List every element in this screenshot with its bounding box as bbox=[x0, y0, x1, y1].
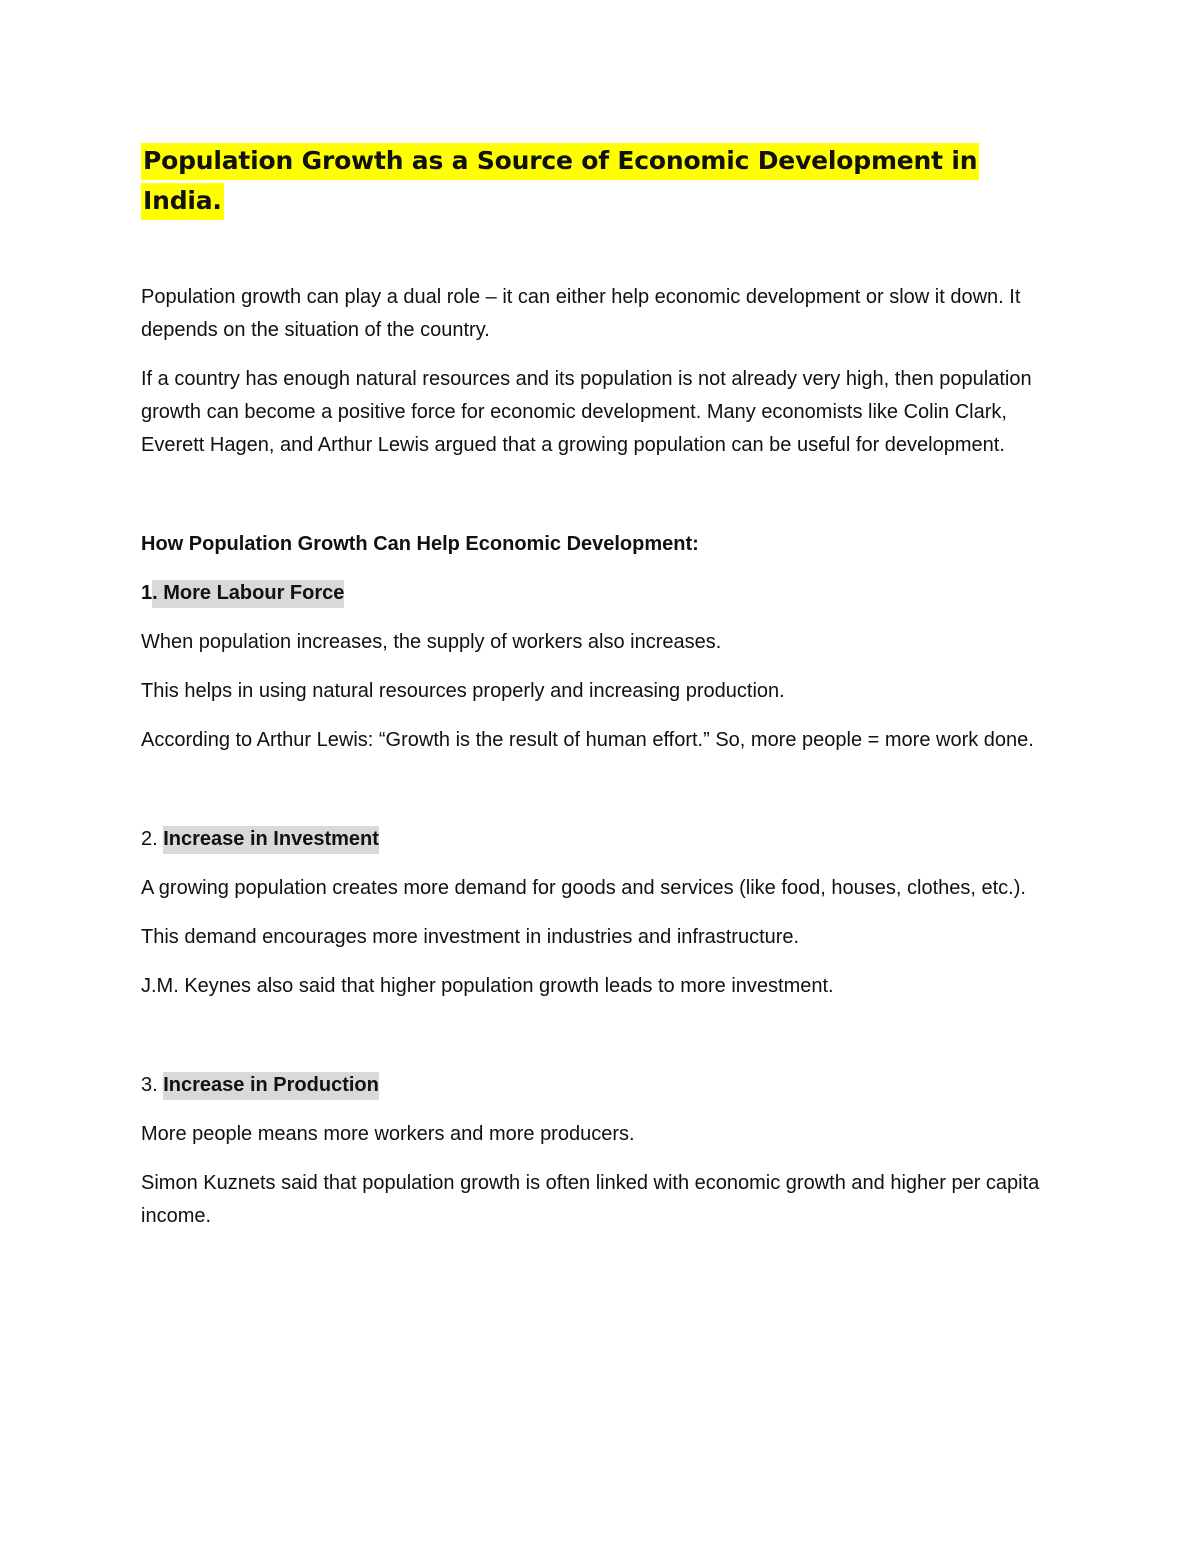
point-2-title: Increase in Investment bbox=[163, 826, 379, 854]
point-1-number: 1 bbox=[141, 582, 153, 604]
point-3-paragraph-2: Simon Kuznets said that population growth is often linked with economic growth and higher per capita income. bbox=[141, 1172, 1040, 1227]
point-1-paragraph-2: This helps in using natural resources properly and increasing production. bbox=[141, 680, 785, 702]
section-heading: How Population Growth Can Help Economic Development: bbox=[141, 533, 699, 555]
point-1-paragraph-1: When population increases, the supply of workers also increases. bbox=[141, 631, 722, 653]
point-2-heading bbox=[141, 823, 1066, 856]
point-2-number: 2. bbox=[141, 828, 164, 850]
point-3-heading bbox=[141, 1069, 1066, 1102]
point-1-heading bbox=[141, 577, 1066, 610]
point-1-paragraph-3: According to Arthur Lewis: “Growth is the result of human effort.” So, more people = more work done. bbox=[141, 729, 1034, 751]
point-3-paragraph-1: More people means more workers and more producers. bbox=[141, 1123, 635, 1145]
point-3-title: Increase in Production bbox=[163, 1072, 379, 1100]
intro-paragraph-2: If a country has enough natural resources and its population is not already very high, then population growth can become a positive force for economic development. Many economists like Colin Clark, Everett Hagen, and Arthur Lewis argued that a growing population can be useful for development. bbox=[141, 368, 1032, 456]
point-2-paragraph-1: A growing population creates more demand for goods and services (like food, houses, clothes, etc.). bbox=[141, 877, 1026, 899]
point-3-number: 3. bbox=[141, 1074, 164, 1096]
intro-paragraph-1: Population growth can play a dual role – it can either help economic development or slow it down. It depends on the situation of the country. bbox=[141, 286, 1021, 341]
document-page bbox=[141, 141, 1066, 1233]
point-2-paragraph-3: J.M. Keynes also said that higher population growth leads to more investment. bbox=[141, 975, 834, 997]
title-highlight: Population Growth as a Source of Economic Development in India. bbox=[141, 143, 979, 220]
document-title bbox=[141, 141, 1066, 221]
point-2-paragraph-2: This demand encourages more investment in industries and infrastructure. bbox=[141, 926, 800, 948]
point-1-title: . More Labour Force bbox=[152, 580, 344, 608]
